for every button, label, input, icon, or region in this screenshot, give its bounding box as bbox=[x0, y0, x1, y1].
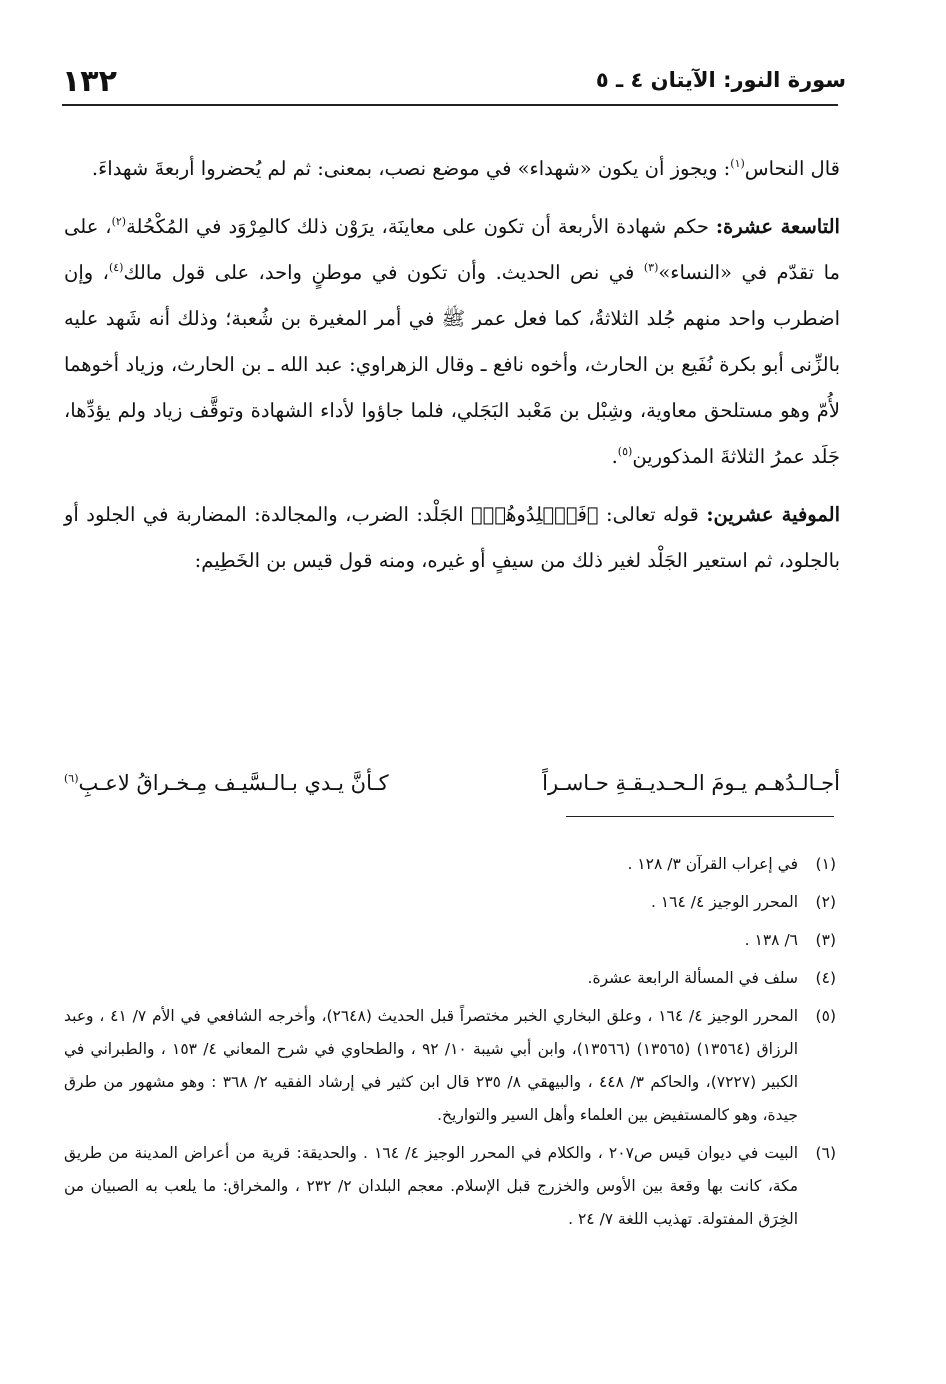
footnote-number: (٥) bbox=[815, 1007, 836, 1025]
issue-heading: التاسعة عشرة: bbox=[715, 215, 840, 238]
header-divider bbox=[62, 104, 838, 106]
paragraph-nineteenth bbox=[64, 204, 840, 480]
footnote-ref: (٣) bbox=[643, 261, 659, 274]
footnote-ref: (٥) bbox=[617, 445, 633, 458]
issue-heading: الموفية عشرين: bbox=[706, 503, 840, 526]
page-header bbox=[62, 62, 846, 102]
verse-second-hemistich bbox=[64, 760, 424, 806]
main-text bbox=[64, 146, 840, 596]
footnote-number: (٣) bbox=[815, 931, 836, 949]
footnote-item bbox=[64, 962, 836, 995]
paragraph-nahhas bbox=[64, 146, 840, 192]
footnote-ref: (٤) bbox=[108, 261, 124, 274]
paragraph-text: حكم شهادة الأربعة أن تكون على معاينَة، يرَوْن ذلك كالمِرْوَد في المُكْحُلة bbox=[126, 215, 716, 238]
footnote-ref: (٦) bbox=[64, 772, 79, 785]
verse-text: كـأنَّ يـدي بـالـسَّيـف مِـخـراقُ لاعـبِ bbox=[78, 771, 389, 795]
page-number: ١٣٢ bbox=[62, 64, 117, 99]
footnotes bbox=[64, 848, 836, 1241]
footnote-text: المحرر الوجيز ٤/ ١٦٤ . bbox=[650, 893, 798, 911]
footnote-item bbox=[64, 848, 836, 881]
poetry-verse bbox=[64, 760, 840, 806]
paragraph-text: : ويجوز أن يكون «شهداء» في موضع نصب، بمعنى: ثم لم يُحضروا أربعةَ شهداءَ. bbox=[91, 157, 731, 180]
paragraph-text: . bbox=[611, 445, 618, 468]
footnote-text: المحرر الوجيز ٤/ ١٦٤ ، وعلق البخاري الخبر مختصراً قبل الحديث (٢٦٤٨)، وأخرجه الشافعي في الأم ٧/ ٤١ ، وعبد الرزاق (١٣٥٦٤) (١٣٥٦٥) (١٣٥٦٦)، وابن أبي شيبة ١٠/ ٩٢ ، والطحاوي في شرح المعاني ٤/ ١٥٣ ، والطبراني في الكبير (٧٢٢٧)، والحاكم ٣/ ٤٤٨ ، والبيهقي ٨/ ٢٣٥ قال ابن كثير في إرشاد الفقيه ٢/ ٣٦٨ : وهو مشهور من طرق جيدة، وهو كالمستفيض بين العلماء وأهل السير والتواريخ. bbox=[64, 1007, 799, 1124]
footnote-text: ٦/ ١٣٨ . bbox=[744, 931, 798, 949]
paragraph-text: قوله تعالى: ﴿فَٱجۡلِدُوهُمۡ﴾ الجَلْد: الضرب، والمجالدة: المضاربة في الجلود أو بالجلود، ثم استعير الجَلْد لغير ذلك من سيفٍ أو غيره، ومنه قول قيس بن الخَطِيم: bbox=[64, 503, 840, 572]
footnote-ref: (٢) bbox=[111, 215, 127, 228]
paragraph-text: ، وإن اضطرب واحد منهم جُلد الثلاثةُ، كما فعل عمر ﷺ في أمر المغيرة بن شُعبة؛ وذلك أنه شَهد عليه بالزِّنى أبو بكرة نُفَيع بن الحارث، وأخوه نافع ـ وقال الزهراوي: عبد الله ـ بن الحارث، وزياد أخوهما لأُمّ وهو مستلحق معاوية، وشِبْل بن مَعْبد البَجَلي، فلما جاؤوا لأداء الشهادة وتوقَّف زياد ولم يؤدِّها، جَلَد عمرُ الثلاثةَ المذكورين bbox=[64, 261, 840, 468]
footnote-item bbox=[64, 1137, 836, 1236]
footnote-number: (٤) bbox=[815, 969, 836, 987]
paragraph-text: ، على ما تقدّم في «النساء» bbox=[64, 215, 840, 284]
footnote-ref: (١) bbox=[730, 157, 745, 170]
footnote-item bbox=[64, 924, 836, 957]
paragraph-text: في نص الحديث. وأن تكون في موطنٍ واحد، على قول مالك bbox=[123, 261, 644, 284]
paragraph-text: قال النحاس bbox=[744, 157, 840, 180]
footnote-number: (١) bbox=[815, 855, 836, 873]
footnote-text: في إعراب القرآن ٣/ ١٢٨ . bbox=[627, 855, 798, 873]
footnote-number: (٦) bbox=[815, 1144, 836, 1162]
footnote-text: سلف في المسألة الرابعة عشرة. bbox=[587, 969, 798, 987]
paragraph-twentieth bbox=[64, 492, 840, 584]
running-title: سورة النور: الآيتان ٤ ـ ٥ bbox=[595, 68, 846, 92]
footnote-item bbox=[64, 886, 836, 919]
footnote-divider bbox=[566, 816, 834, 817]
verse-first-hemistich: أجـالـدُهـم يـومَ الـحـديـقـةِ حـاسـراً bbox=[542, 771, 840, 795]
footnote-item bbox=[64, 1000, 836, 1132]
footnote-number: (٢) bbox=[815, 893, 836, 911]
footnote-text: البيت في ديوان قيس ص٢٠٧ ، والكلام في المحرر الوجيز ٤/ ١٦٤ . والحديقة: قرية من أعراض المدينة من طريق مكة، كانت بها وقعة بين الأوس والخزرج قبل الإسلام. معجم البلدان ٢/ ٢٣٢ ، والمخراق: ما يلعب به الصبيان من الخِرَق المفتولة. تهذيب اللغة ٧/ ٢٤ . bbox=[64, 1144, 798, 1228]
